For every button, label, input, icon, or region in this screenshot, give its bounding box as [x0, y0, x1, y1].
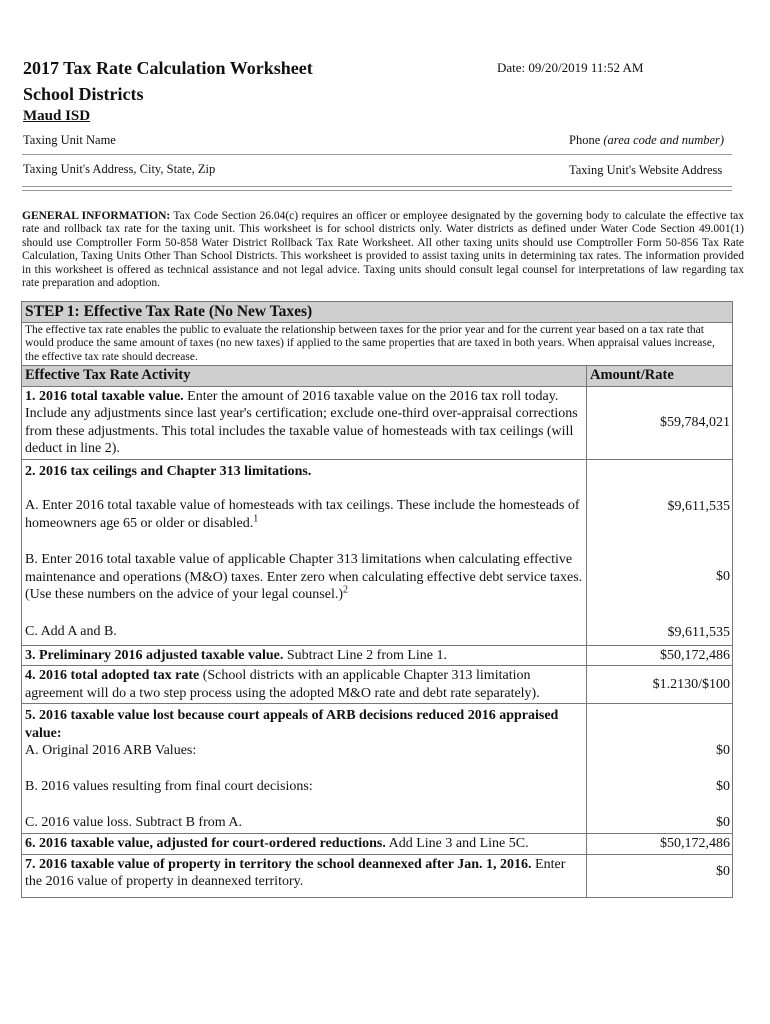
line-2c-description: C. Add A and B. [25, 624, 117, 640]
address-label: Taxing Unit's Address, City, State, Zip [23, 162, 216, 176]
general-information-label: GENERAL INFORMATION: [22, 210, 171, 222]
table-row [22, 386, 733, 459]
line-7-title: 7. 2016 taxable value of property in territory the school deannexed after Jan. 1, 2016. [25, 856, 532, 872]
table-row [22, 645, 733, 666]
line-5a-amount: $0 [716, 743, 731, 759]
table-row [22, 834, 733, 855]
taxing-unit-name-value: Maud ISD [23, 108, 91, 124]
line-2a-amount: $9,611,535 [667, 498, 731, 514]
line-7-amount: $0 [587, 854, 733, 897]
divider [22, 190, 732, 191]
line-5c-description: C. 2016 value loss. Subtract B from A. [25, 815, 242, 831]
worksheet-subtitle: School Districts [23, 84, 144, 104]
line-3-amount: $50,172,486 [587, 645, 733, 666]
line-6-amount: $50,172,486 [587, 834, 733, 855]
column-header-amount: Amount/Rate [587, 366, 733, 387]
line-2b-text: B. Enter 2016 total taxable value of applicable Chapter 313 limitations when calculating effective maintenance and operations (M&O) taxes. Enter zero when calculating effective debt service taxes. (Use these numbers on the advice of your legal counsel.) [25, 552, 583, 603]
line-5-title: 5. 2016 taxable value lost because court appeals of ARB decisions reduced 2016 appraised value: [25, 708, 559, 741]
line-3-text: Subtract Line 2 from Line 1. [283, 647, 448, 663]
effective-tax-rate-table [21, 301, 733, 898]
worksheet-date: Date: 09/20/2019 11:52 AM [497, 60, 644, 75]
step1-intro: The effective tax rate enables the public to evaluate the relationship between taxes for the prior year and for the current year based on a tax rate that would produce the same amount of taxes (no new taxes) if applied to the same properties that are taxed in both years. When appraisal values increase, the effective tax rate should decrease. [22, 322, 733, 366]
line-3-title: 3. Preliminary 2016 adjusted taxable value. [25, 647, 284, 663]
line-5b-description: B. 2016 values resulting from final court decisions: [25, 779, 313, 795]
taxing-unit-name-label: Taxing Unit Name [23, 133, 116, 147]
line-5-amounts [587, 704, 733, 834]
line-2a-description [25, 497, 583, 551]
line-4-title: 4. 2016 total adopted tax rate [25, 668, 200, 684]
line-5-block [22, 704, 587, 834]
step1-heading: STEP 1: Effective Tax Rate (No New Taxes) [22, 302, 733, 323]
line-1-text: Enter the amount of 2016 taxable value on the 2016 tax roll today. Include any adjustments since last year's certification; exclude one-third over-appraisal corrections from these adjustments. This total includes the taxable value of homesteads with tax ceilings (will deduct in line 2). [25, 388, 578, 457]
line-2-amounts [587, 459, 733, 645]
line-5a-description: A. Original 2016 ARB Values: [25, 743, 197, 759]
general-information-text: Tax Code Section 26.04(c) requires an officer or employee designated by the governing body to calculate the effective tax rate and rollback tax rate for the taxing unit. This worksheet is for school districts only. Water districts as defined under Water Code Section 49.001(1) should use Comptroller Form 50-858 Water District Rollback Tax Rate Worksheet. All other taxing units should use Comptroller Form 50-856 Tax Rate Calculation, Taxing Units Other Than School Districts. This worksheet is provided to assist taxing units in determining tax rates. The information provided in this worksheet is offered as technical assistance and not legal advice. Taxing units should consult legal counsel for interpretations of law regarding tax rate preparation and adoption. [22, 210, 744, 290]
table-row [22, 854, 733, 897]
footnote-1: 1 [253, 513, 259, 525]
website-label: Taxing Unit's Website Address [569, 163, 723, 177]
table-row [22, 459, 733, 645]
line-5c-amount: $0 [716, 815, 731, 831]
line-2-block [22, 459, 587, 645]
line-1-description [22, 386, 587, 459]
phone-label: Phone [569, 133, 601, 147]
line-6-text: Add Line 3 and Line 5C. [385, 836, 529, 852]
phone-label-group [569, 133, 724, 148]
line-2b-amount: $0 [716, 568, 731, 584]
line-3-description [22, 645, 587, 666]
line-2a-text: A. Enter 2016 total taxable value of homesteads with tax ceilings. These include the homesteads of homeowners age 65 or older or disabled. [25, 498, 580, 531]
line-4-text: (School districts with an applicable Chapter 313 limitation agreement will do a two step process using the adopted M&O rate and debt rate separately). [25, 668, 540, 701]
column-header-row [22, 366, 733, 387]
footnote-2: 2 [343, 584, 349, 596]
line-2b-description [25, 551, 583, 623]
divider [22, 186, 732, 187]
line-6-description [22, 834, 587, 855]
line-4-description [22, 666, 587, 704]
line-7-text: Enter the 2016 value of property in deannexed territory. [25, 856, 566, 890]
worksheet-title: 2017 Tax Rate Calculation Worksheet [23, 58, 313, 78]
line-5b-amount: $0 [716, 779, 731, 795]
phone-hint: (area code and number) [603, 133, 725, 147]
step1-heading-row [22, 302, 733, 323]
divider [22, 154, 732, 155]
line-2-title: 2. 2016 tax ceilings and Chapter 313 limitations. [25, 463, 312, 479]
line-2c-amount: $9,611,535 [667, 624, 731, 640]
line-4-amount: $1.2130/$100 [587, 666, 733, 704]
line-6-title: 6. 2016 taxable value, adjusted for court-ordered reductions. [25, 836, 386, 852]
table-row [22, 704, 733, 834]
line-1-title: 1. 2016 total taxable value. [25, 388, 184, 404]
column-header-activity: Effective Tax Rate Activity [22, 366, 587, 387]
line-1-amount: $59,784,021 [587, 386, 733, 459]
line-7-description [22, 854, 587, 897]
table-row [22, 666, 733, 704]
step1-intro-row [22, 322, 733, 366]
general-information [22, 210, 744, 290]
